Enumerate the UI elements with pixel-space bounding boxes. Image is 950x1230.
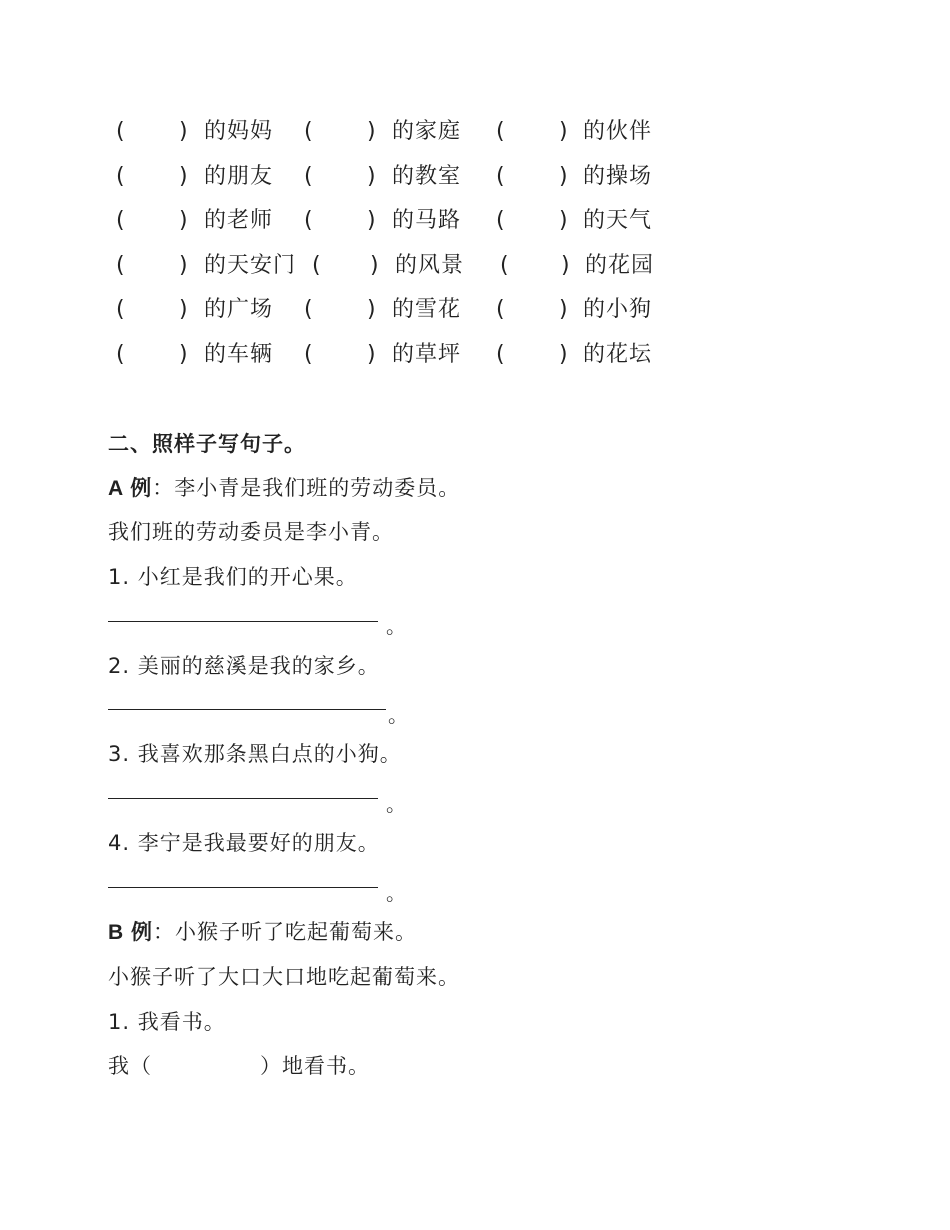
exercise-a-item-3: 3. 我喜欢那条黑白点的小狗。 [108, 742, 402, 766]
fill-blank[interactable] [128, 291, 177, 327]
close-paren: ) [367, 119, 377, 144]
fill-blank[interactable] [508, 113, 557, 149]
fill-row [108, 113, 728, 158]
fill-word: 的天安门 [204, 252, 297, 278]
close-paren: ) [179, 119, 189, 144]
example-a-label: A 例 [108, 477, 153, 500]
example-b-sentence: ：小猴子听了吃起葡萄来。 [153, 920, 417, 944]
fill-blank[interactable] [316, 113, 365, 149]
answer-line-1[interactable] [108, 620, 378, 622]
open-paren: ( [116, 208, 126, 233]
fill-word: 的老师 [204, 208, 274, 233]
close-paren: ) [367, 208, 377, 233]
fill-row [108, 158, 728, 203]
fill-row [108, 291, 728, 336]
exercise-b-fill-suffix: ）地看书。 [260, 1054, 370, 1078]
open-paren: ( [116, 297, 126, 322]
exercise-a-item-4: 4. 李宁是我最要好的朋友。 [108, 831, 380, 855]
fill-word: 的草坪 [392, 341, 462, 367]
close-paren: ) [559, 297, 569, 322]
fill-blank[interactable] [508, 202, 557, 238]
close-paren: ) [179, 341, 189, 367]
fill-blank[interactable] [316, 202, 365, 238]
fill-word: 的车辆 [204, 341, 274, 367]
fill-word: 的花坛 [583, 341, 653, 367]
fill-blank[interactable] [128, 336, 177, 372]
close-paren: ) [559, 341, 569, 367]
close-paren: ) [179, 252, 189, 278]
fill-blank[interactable] [128, 202, 177, 238]
fill-word: 的小狗 [583, 297, 653, 322]
close-paren: ) [179, 208, 189, 233]
exercise-b-fill-prefix: 我（ [108, 1054, 152, 1078]
fill-word: 的朋友 [204, 163, 274, 189]
close-paren: ) [559, 208, 569, 233]
close-paren: ) [367, 163, 377, 189]
fill-blank[interactable] [128, 247, 177, 283]
open-paren: ( [116, 252, 126, 278]
fill-word: 的伙伴 [583, 119, 653, 144]
fill-blank[interactable] [128, 158, 177, 194]
open-paren: ( [496, 163, 506, 189]
answer-period-1: 。 [386, 614, 406, 638]
open-paren: ( [312, 252, 322, 278]
fill-blank[interactable] [316, 291, 365, 327]
open-paren: ( [496, 208, 506, 233]
open-paren: ( [116, 163, 126, 189]
example-b-answer: 小猴子听了大口大口地吃起葡萄来。 [108, 965, 460, 989]
open-paren: ( [304, 297, 314, 322]
close-paren: ) [367, 297, 377, 322]
section-title: 二、照样子写句子。 [108, 432, 306, 456]
exercise-b-item-1: 1. 我看书。 [108, 1010, 226, 1034]
fill-word: 的操场 [583, 163, 653, 189]
fill-word: 的家庭 [392, 119, 462, 144]
fill-in-grid [108, 113, 728, 380]
answer-line-4[interactable] [108, 886, 378, 888]
close-paren: ) [367, 341, 377, 367]
fill-word: 的教室 [392, 163, 462, 189]
open-paren: ( [304, 119, 314, 144]
answer-period-4: 。 [386, 881, 406, 905]
answer-line-2[interactable] [108, 708, 386, 710]
answer-period-2: 。 [388, 703, 408, 727]
example-a [108, 472, 460, 505]
fill-row [108, 247, 728, 292]
fill-blank[interactable] [508, 158, 557, 194]
answer-line-3[interactable] [108, 797, 378, 799]
fill-word: 的风景 [395, 252, 465, 278]
open-paren: ( [496, 119, 506, 144]
fill-word: 的雪花 [392, 297, 462, 322]
close-paren: ) [561, 252, 571, 278]
example-a-answer: 我们班的劳动委员是李小青。 [108, 520, 394, 544]
open-paren: ( [496, 297, 506, 322]
fill-blank[interactable] [324, 247, 368, 283]
example-b-label: B 例 [108, 921, 153, 944]
fill-blank[interactable] [316, 158, 365, 194]
fill-word: 的广场 [204, 297, 274, 322]
open-paren: ( [304, 341, 314, 367]
fill-blank[interactable] [316, 336, 365, 372]
open-paren: ( [116, 119, 126, 144]
exercise-b-fill [108, 1050, 370, 1082]
fill-word: 的马路 [392, 208, 462, 233]
fill-row [108, 336, 728, 381]
example-a-sentence: ：李小青是我们班的劳动委员。 [152, 476, 461, 500]
fill-word: 的妈妈 [204, 119, 274, 144]
fill-blank[interactable] [512, 247, 559, 283]
close-paren: ) [179, 297, 189, 322]
answer-period-3: 。 [386, 792, 406, 816]
fill-blank[interactable] [128, 113, 177, 149]
fill-word: 的花园 [585, 252, 655, 278]
open-paren: ( [500, 252, 510, 278]
fill-blank[interactable] [508, 291, 557, 327]
fill-blank[interactable] [508, 336, 557, 372]
open-paren: ( [304, 208, 314, 233]
fill-word: 的天气 [583, 208, 653, 233]
exercise-a-item-2: 2. 美丽的慈溪是我的家乡。 [108, 654, 380, 678]
close-paren: ) [179, 163, 189, 189]
example-b [108, 916, 417, 949]
close-paren: ) [559, 119, 569, 144]
open-paren: ( [496, 341, 506, 367]
close-paren: ) [370, 252, 380, 278]
open-paren: ( [116, 341, 126, 367]
fill-row [108, 202, 728, 247]
close-paren: ) [559, 163, 569, 189]
open-paren: ( [304, 163, 314, 189]
exercise-a-item-1: 1. 小红是我们的开心果。 [108, 565, 358, 589]
